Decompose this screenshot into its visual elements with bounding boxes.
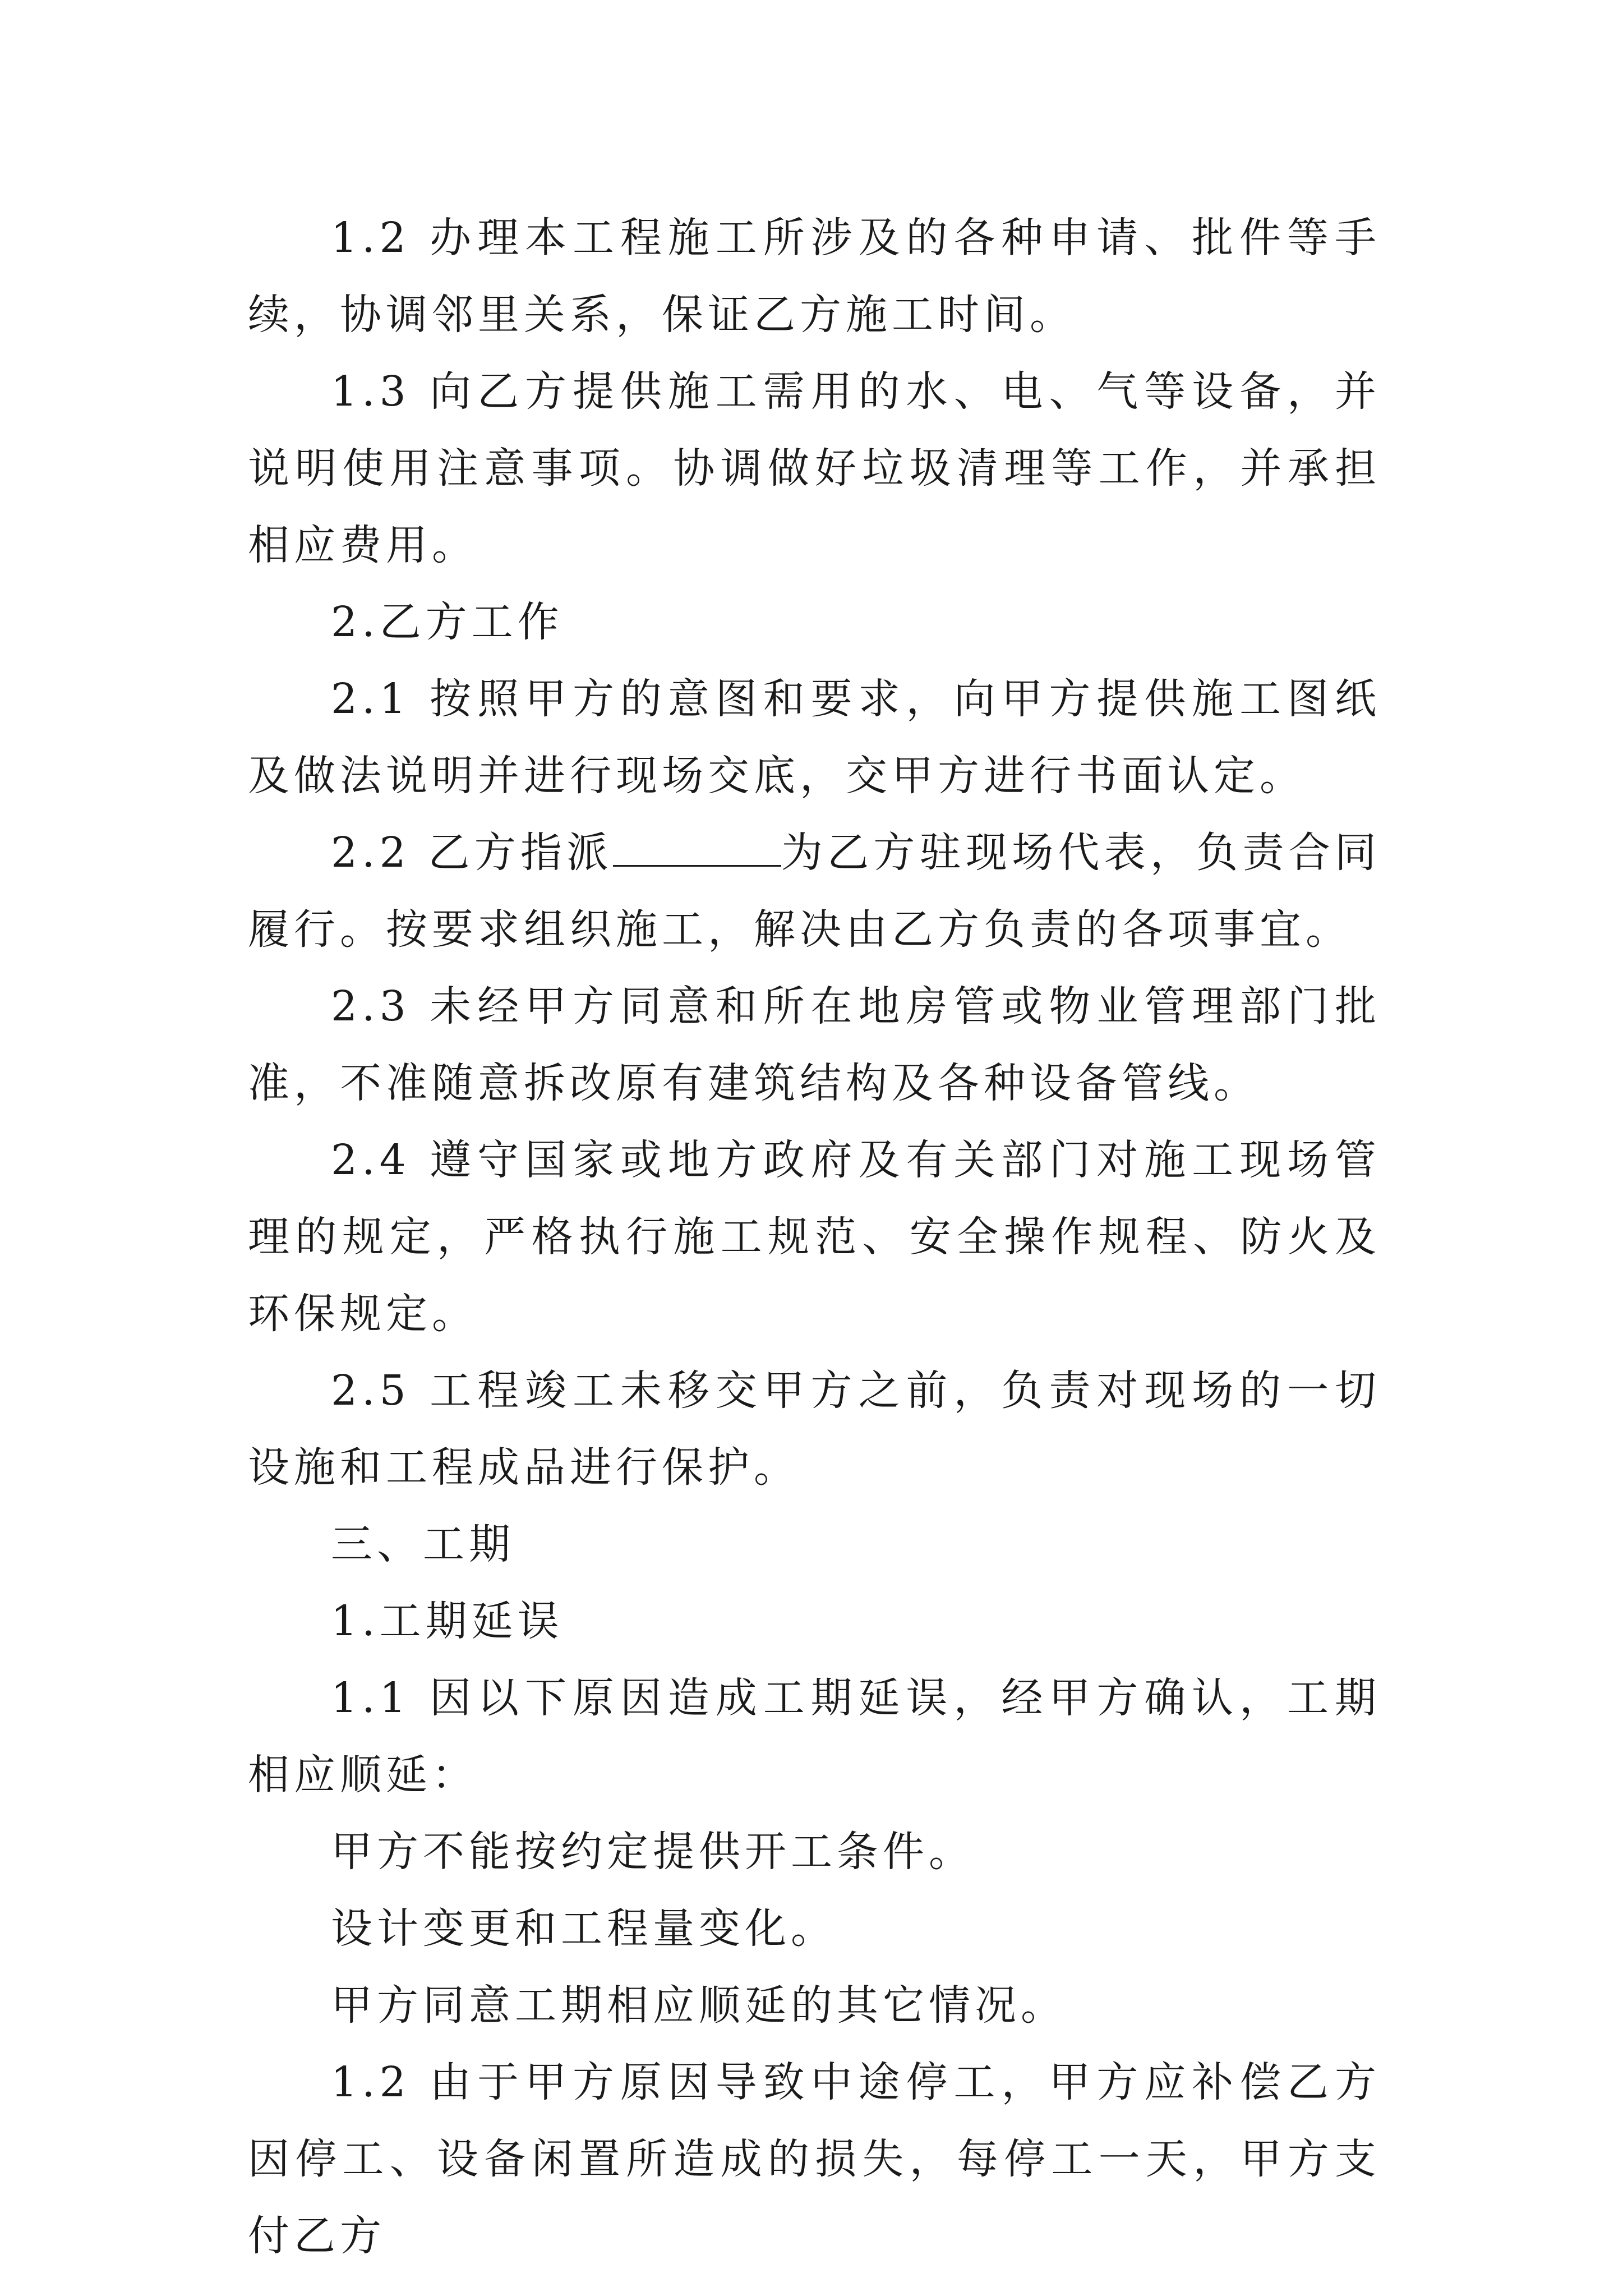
paragraph-1-2-approvals: 1.2 办理本工程施工所涉及的各种申请、批件等手续，协调邻里关系，保证乙方施工时间。 [248, 214, 1381, 339]
representative-blank-field[interactable] [613, 831, 781, 867]
heading-party-b-work: 2.乙方工作 [331, 598, 564, 646]
paragraph-2-1-drawings: 2.1 按照甲方的意图和要求，向甲方提供施工图纸及做法说明并进行现场交底，交甲方进行书面认定。 [248, 675, 1381, 800]
paragraph-1-1-delay-causes: 1.1 因以下原因造成工期延误，经甲方确认，工期相应顺延： [248, 1674, 1381, 1799]
heading-schedule: 三、工期 [331, 1520, 515, 1568]
list-item-other-cases: 甲方同意工期相应顺延的其它情况。 [331, 1981, 1067, 2030]
paragraph-2-2-lead: 2.2 乙方指派 [331, 829, 613, 877]
document-body [248, 200, 1381, 2275]
paragraph-1-3-utilities: 1.3 向乙方提供施工需用的水、电、气等设备，并说明使用注意事项。协调做好垃圾清理等工作，并承担相应费用。 [248, 367, 1381, 569]
paragraph-2-2-rest: 为乙方驻现场代表，负责合同履行。按要求组织施工，解决由乙方负责的各项事宜。 [248, 829, 1381, 954]
paragraph-2-2-representative [248, 815, 1381, 968]
list-item-start-conditions: 甲方不能按约定提供开工条件。 [331, 1828, 975, 1876]
paragraph-1-2-compensation: 1.2 由于甲方原因导致中途停工，甲方应补偿乙方因停工、设备闲置所造成的损失，每停工一天，甲方支付乙方 [248, 2058, 1381, 2260]
paragraph-2-3-structure: 2.3 未经甲方同意和所在地房管或物业管理部门批准，不准随意拆改原有建筑结构及各种设备管线。 [248, 982, 1381, 1107]
paragraph-2-4-regulations: 2.4 遵守国家或地方政府及有关部门对施工现场管理的规定，严格执行施工规范、安全操作规程、防火及环保规定。 [248, 1136, 1381, 1338]
list-item-design-change: 设计变更和工程量变化。 [331, 1904, 837, 1953]
paragraph-2-5-protection: 2.5 工程竣工未移交甲方之前，负责对现场的一切设施和工程成品进行保护。 [248, 1366, 1381, 1492]
heading-schedule-delay: 1.工期延误 [331, 1597, 564, 1645]
